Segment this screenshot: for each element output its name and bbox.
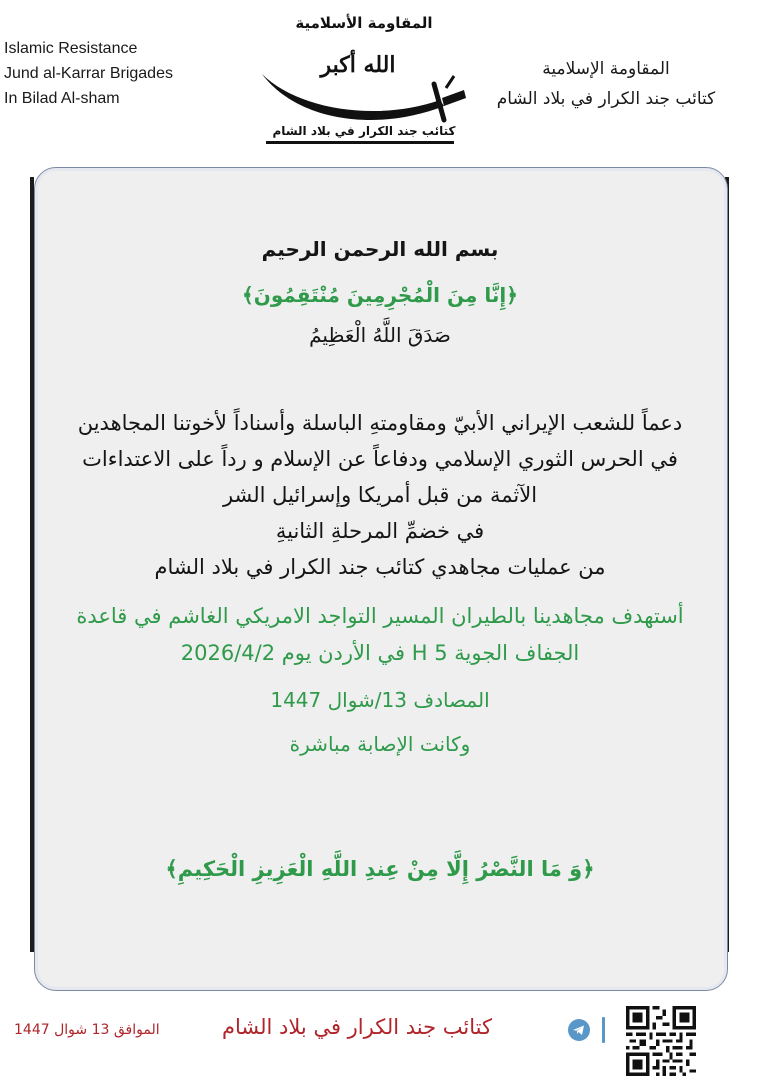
statement-body bbox=[40, 405, 720, 585]
english-header-line-2: Jund al-Karrar Brigades bbox=[4, 65, 173, 82]
footer-separator bbox=[602, 1017, 605, 1043]
basmala: بسم الله الرحمن الرحيم bbox=[261, 237, 499, 261]
sadaq-phrase: صَدَقَ اللَّهُ الْعَظِيمُ bbox=[309, 323, 451, 347]
hijri-date: المصادف 13/شوال 1447 bbox=[270, 688, 490, 712]
organization-logo bbox=[258, 8, 470, 142]
body-line-1: دعماً للشعب الإيراني الأبيّ ومقاومتهِ الباسلة وأسناداً لأخوتنا المجاهدين bbox=[77, 411, 683, 435]
closing-verse: ﴿وَ مَا النَّصْرُ إِلَّا مِنْ عِندِ اللَّهِ الْعَزِيزِ الْحَكِيمِ﴾ bbox=[165, 857, 595, 881]
operation-result: وكانت الإصابة مباشرة bbox=[289, 732, 471, 756]
operation-line-2: الجفاف الجوية H 5 في الأردن يوم 2026/4/2 bbox=[180, 641, 580, 665]
logo-top-text: المقاومة الأسلامية bbox=[295, 14, 433, 32]
operation-line-1: أستهدف مجاهدينا بالطيران المسير التواجد الامريكي الغاشم في قاعدة bbox=[76, 604, 684, 628]
footer-date: الموافق 13 شوال 1447 bbox=[14, 1022, 160, 1038]
body-line-5: من عمليات مجاهدي كتائب جند الكرار في بلاد الشام bbox=[154, 555, 606, 579]
english-header bbox=[4, 36, 173, 111]
opening-verse: ﴿إِنَّا مِنَ الْمُجْرِمِينَ مُنْتَقِمُونَ﴾ bbox=[242, 283, 518, 307]
logo-underline bbox=[266, 141, 454, 144]
arabic-header-line-2: كتائب جند الكرار في بلاد الشام bbox=[496, 89, 716, 109]
telegram-plane-glyph bbox=[568, 1019, 590, 1041]
footer-title: كتائب جند الكرار في بلاد الشام bbox=[222, 1015, 492, 1039]
english-header-line-3: In Bilad Al-sham bbox=[4, 90, 120, 107]
arabic-header bbox=[486, 54, 726, 114]
telegram-icon[interactable] bbox=[568, 1019, 590, 1041]
logo-center-text: الله أكبر bbox=[320, 52, 396, 78]
body-line-4: في خضمِّ المرحلةِ الثانيةِ bbox=[275, 519, 485, 543]
body-line-2: في الحرس الثوري الإسلامي ودفاعاً عن الإسلام و رداً على الاعتداءات bbox=[82, 447, 678, 471]
qr-code-icon[interactable] bbox=[626, 1006, 696, 1076]
arabic-header-line-1: المقاومة الإسلامية bbox=[542, 59, 670, 79]
body-line-3: الآثمة من قبل أمريكا وإسرائيل الشر bbox=[222, 483, 538, 507]
english-header-line-1: Islamic Resistance bbox=[4, 40, 138, 57]
operation-details bbox=[40, 598, 720, 672]
logo-bottom-text: كتائب جند الكرار في بلاد الشام bbox=[272, 124, 456, 138]
